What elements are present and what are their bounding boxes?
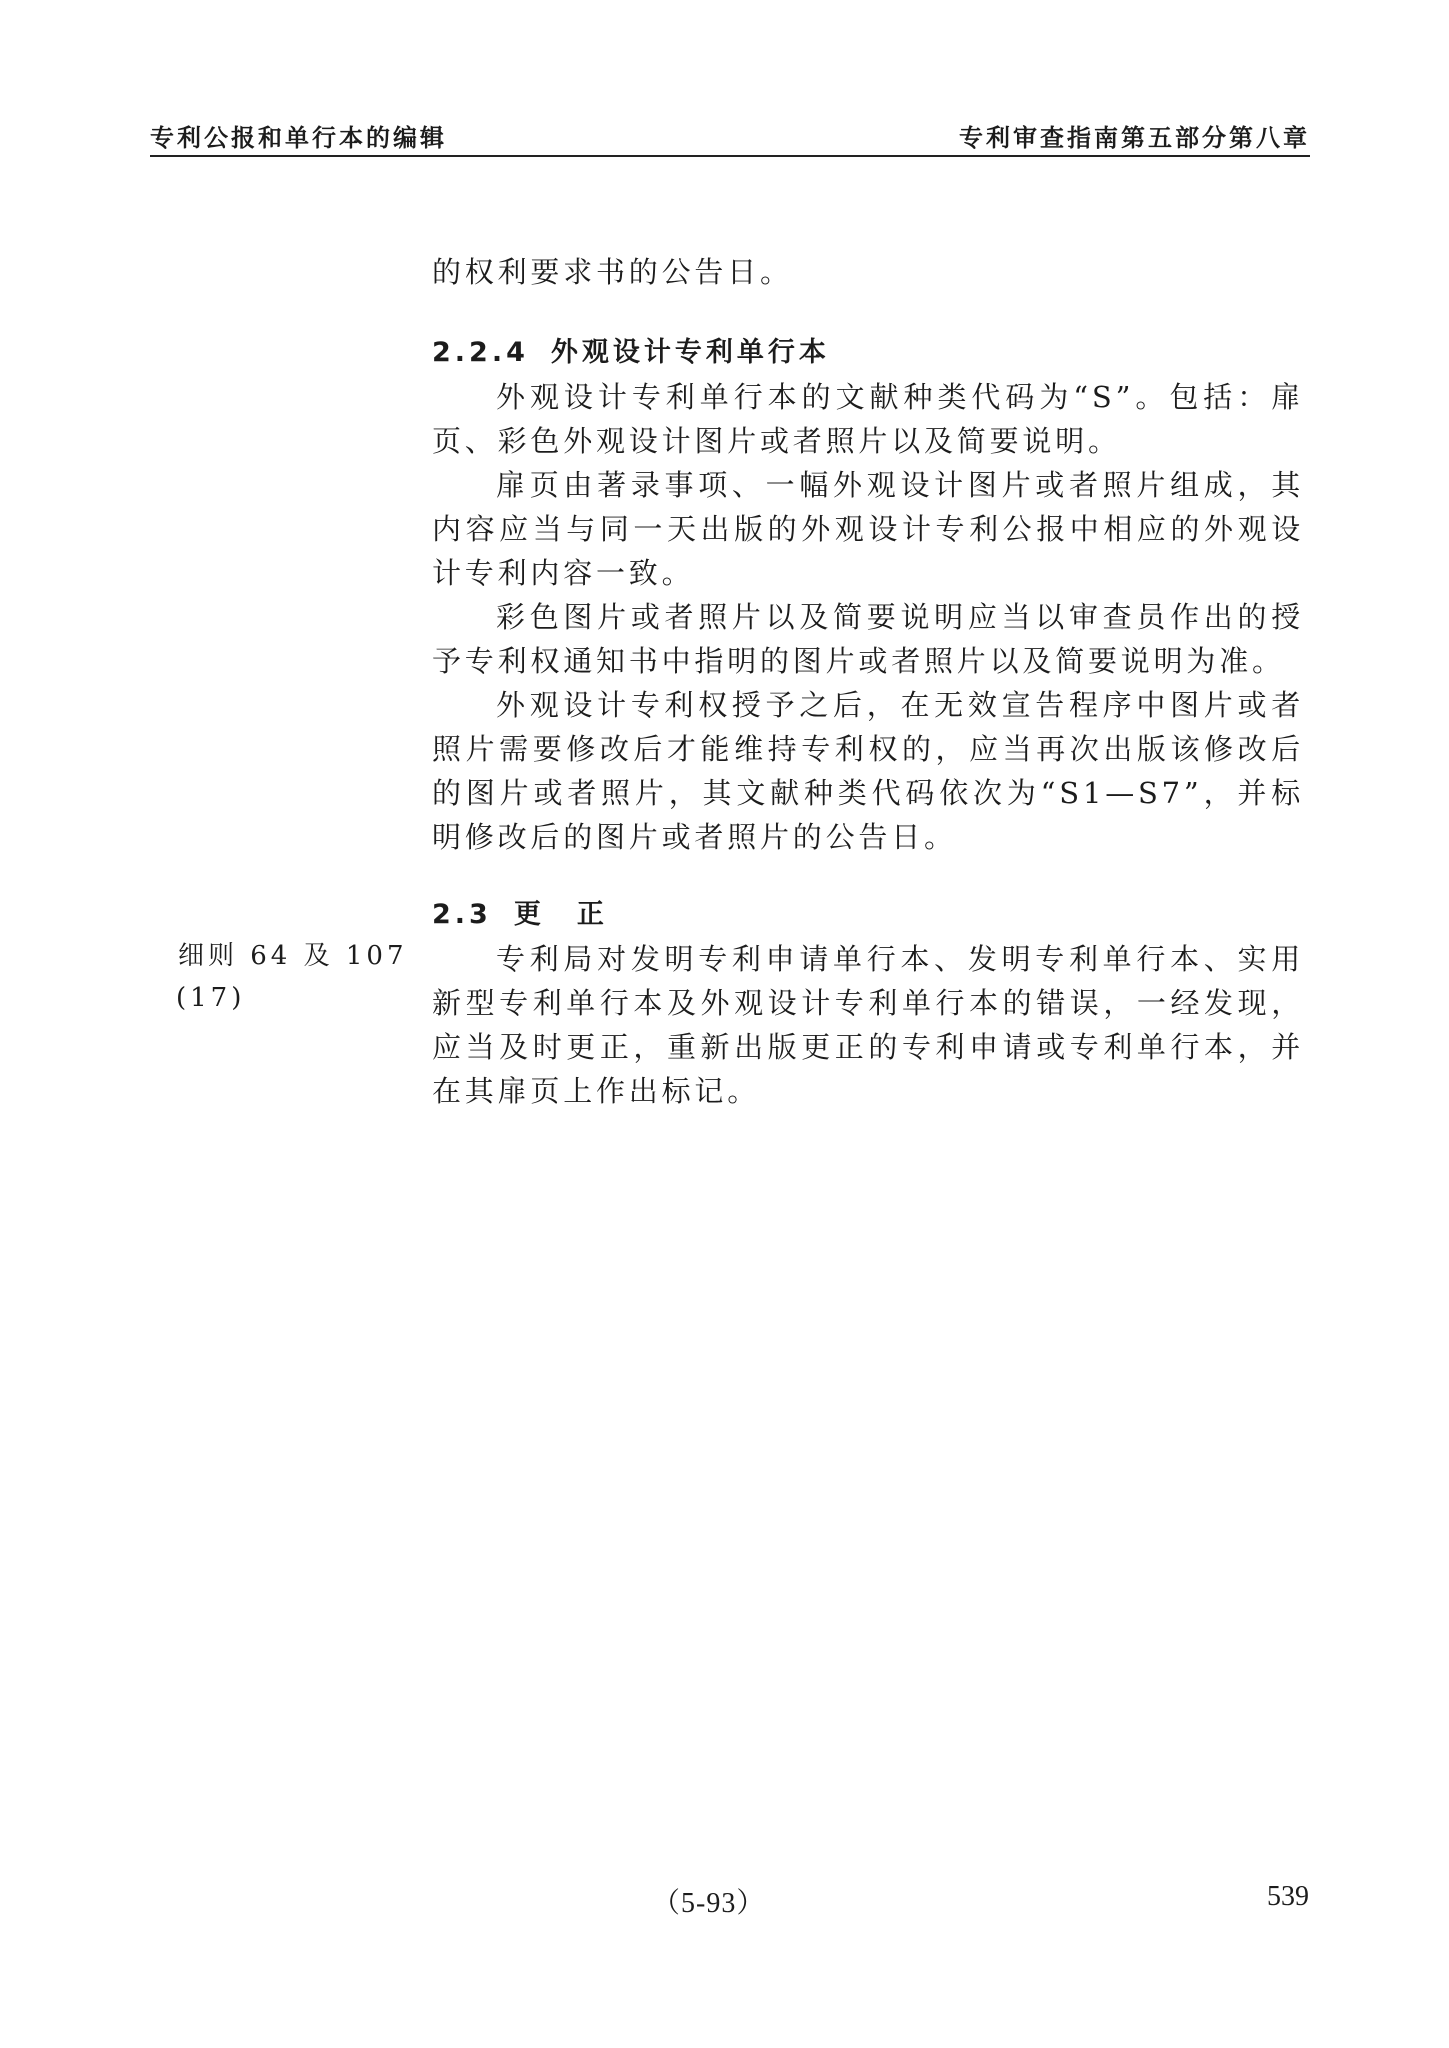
section-title: 外观设计专利单行本 <box>550 337 830 368</box>
paragraph: 扉页由著录事项、一幅外观设计图片或者照片组成，其内容应当与同一天出版的外观设计专利公报中相应的外观设计专利内容一致。 <box>432 468 1304 590</box>
section-title: 更正 <box>513 899 640 930</box>
header-divider <box>150 155 1310 157</box>
section-2-3 <box>432 893 1304 1113</box>
continuation-block <box>432 250 1304 294</box>
continuation-text: 的权利要求书的公告日。 <box>432 255 793 289</box>
footer-section-page: （5-93） <box>652 1888 766 1919</box>
margin-reference <box>178 935 408 1019</box>
section-2-2-4 <box>432 331 1304 859</box>
paragraph: 专利局对发明专利申请单行本、发明专利单行本、实用新型专利单行本及外观设计专利单行本的错误，一经发现，应当及时更正，重新出版更正的专利申请或专利单行本，并在其扉页上作出标记。 <box>432 942 1304 1108</box>
footer-page-number: 539 <box>1267 1881 1309 1912</box>
margin-reference-line: (17) <box>176 983 246 1013</box>
section-number: 2.2.4 <box>432 337 529 368</box>
section-heading <box>432 893 1304 937</box>
running-header <box>150 118 1310 154</box>
margin-reference-line: 细则 64 及 107 <box>178 941 408 971</box>
header-guide-section: 专利审查指南第五部分第八章 <box>959 123 1310 152</box>
paragraph: 彩色图片或者照片以及简要说明应当以审查员作出的授予专利权通知书中指明的图片或者照片以及简要说明为准。 <box>432 600 1304 678</box>
paragraph: 外观设计专利权授予之后，在无效宣告程序中图片或者照片需要修改后才能维持专利权的，应当再次出版该修改后的图片或者照片，其文献种类代码依次为“S1—S7”，并标明修改后的图片或者照片的公告日。 <box>432 688 1304 854</box>
section-number: 2.3 <box>432 899 492 930</box>
section-heading <box>432 331 1304 375</box>
header-chapter-title: 专利公报和单行本的编辑 <box>150 123 447 152</box>
paragraph: 外观设计专利单行本的文献种类代码为“S”。包括：扉页、彩色外观设计图片或者照片以及简要说明。 <box>432 380 1304 458</box>
